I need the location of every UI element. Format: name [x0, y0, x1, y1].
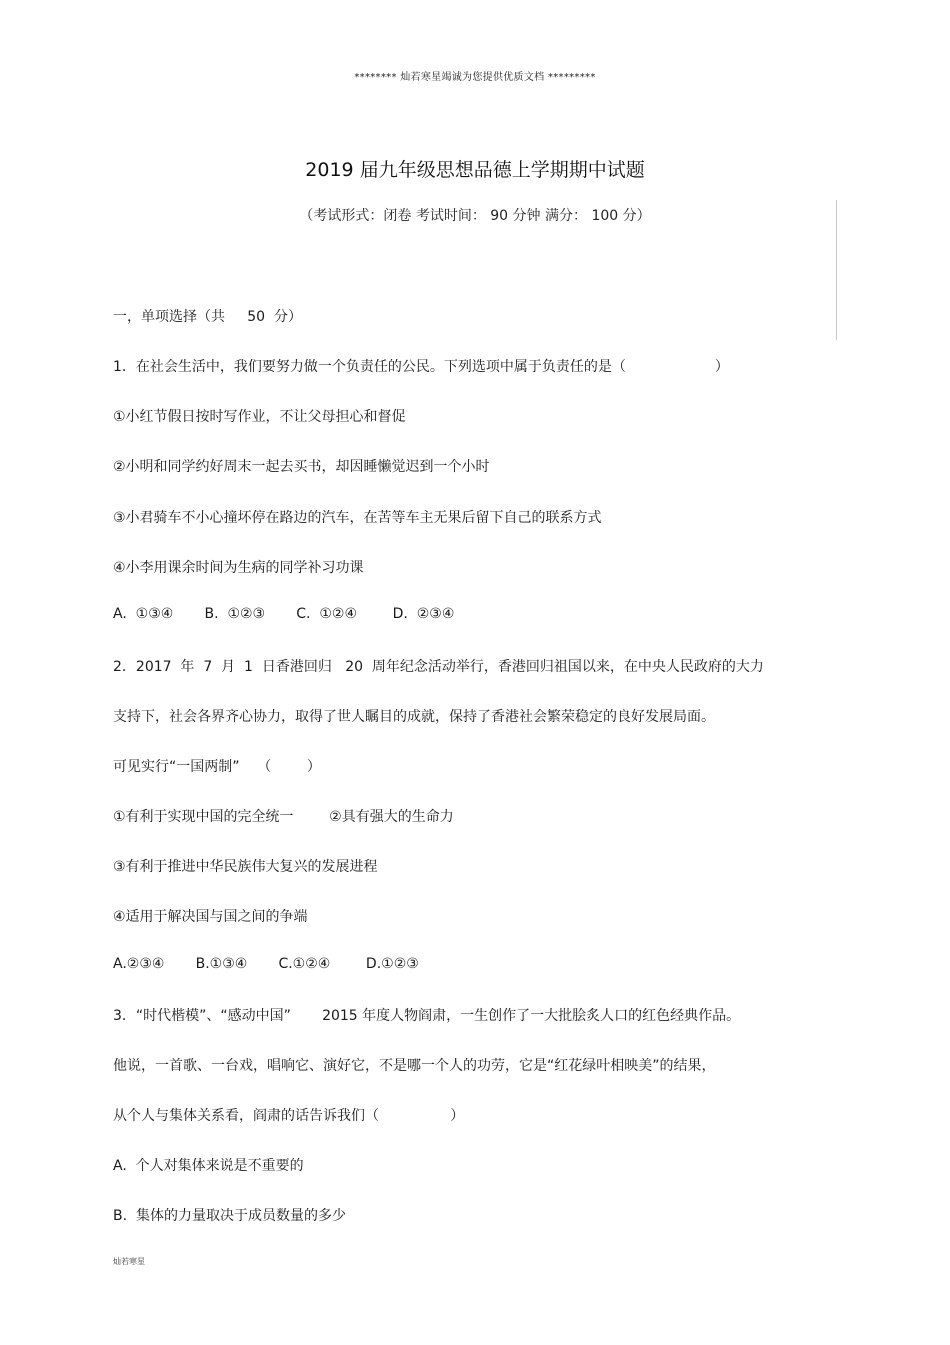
question-2-stem-line-3: 可见实行“一国两制” （ ） — [113, 759, 321, 775]
question-3-stem-line-1: 3．“时代楷模”、“感动中国” 2015 年度人物阎肃，一生创作了一大批脍炙人口的红色经典作品。 — [113, 1008, 741, 1024]
question-1-options: A. ①③④ B. ①②③ C. ①②④ D. ②③④ — [113, 606, 455, 622]
question-3-option-b: B. 集体的力量取决于成员数量的多少 — [113, 1208, 346, 1224]
question-1-statement-1: ①小红节假日按时写作业，不让父母担心和督促 — [113, 409, 406, 425]
question-2-statement-4: ④适用于解决国与国之间的争端 — [113, 909, 308, 925]
question-2-stem-line-1: 2．2017 年 7 月 1 日香港回归 20 周年纪念活动举行，香港回归祖国以来，在中央人民政府的大力 — [113, 659, 764, 675]
question-3-stem-line-3: 从个人与集体关系看，阎肃的话告诉我们（ ） — [113, 1108, 465, 1124]
exam-title: 2019 届九年级思想品德上学期期中试题 — [305, 159, 645, 181]
question-2-options: A.②③④ B.①③④ C.①②④ D.①②③ — [113, 956, 419, 972]
question-2-statement-3: ③有利于推进中华民族伟大复兴的发展进程 — [113, 859, 378, 875]
question-1-stem: 1．在社会生活中，我们要努力做一个负责任的公民。下列选项中属于负责任的是（ ） — [113, 359, 729, 375]
question-3-option-a: A. 个人对集体来说是不重要的 — [113, 1158, 304, 1174]
exam-info: （考试形式：闭卷 考试时间： 90 分钟 满分： 100 分） — [299, 208, 651, 224]
question-3-stem-line-2: 他说，一首歌、一台戏，唱响它、演好它，不是哪一个人的功劳，它是“红花绿叶相映美”的结果， — [113, 1058, 716, 1074]
question-1-statement-2: ②小明和同学约好周末一起去买书，却因睡懒觉迟到一个小时 — [113, 459, 490, 475]
question-2-statement-1-2: ①有利于实现中国的完全统一 ②具有强大的生命力 — [113, 809, 454, 825]
question-2-stem-line-2: 支持下，社会各界齐心协力，取得了世人瞩目的成就，保持了香港社会繁荣稳定的良好发展局面。 — [113, 709, 715, 725]
question-1-statement-4: ④小李用课余时间为生病的同学补习功课 — [113, 560, 364, 576]
section-heading: 一，单项选择（共 50 分） — [113, 309, 302, 325]
page-header: ******** 灿若寒星竭诚为您提供优质文档 ********* — [354, 72, 596, 83]
page-footer: 灿若寒星 — [113, 1257, 145, 1266]
margin-rule — [836, 200, 837, 340]
question-1-statement-3: ③小君骑车不小心撞坏停在路边的汽车，在苦等车主无果后留下自己的联系方式 — [113, 510, 602, 526]
